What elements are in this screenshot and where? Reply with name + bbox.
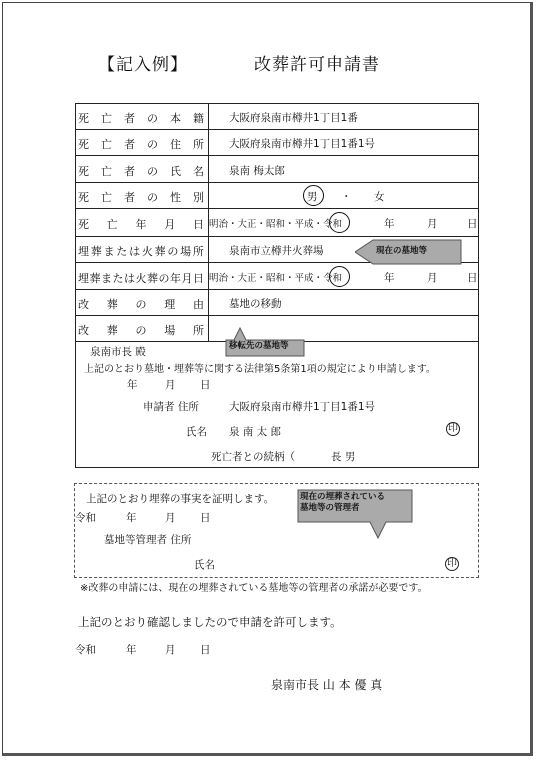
seal-mark: 印 <box>448 423 458 434</box>
applicant-address-label: 申請者 住所 <box>143 401 199 413</box>
cert-year: 年 <box>126 512 137 524</box>
app-day-label: 日 <box>200 379 211 391</box>
applicant-name-value[interactable]: 泉 南 太 郎 <box>229 426 282 438</box>
era-options[interactable]: 明治・大正・昭和・平成・令和 <box>209 219 343 230</box>
example-label: 【記入例】 <box>98 55 188 75</box>
row-label: 埋 葬 ま た は 火 葬 の 場 所 <box>78 245 204 258</box>
manager-address-label: 墓地等管理者 住所 <box>104 534 192 546</box>
cert-era: 令和 <box>75 512 96 524</box>
consent-note: ※改葬の申請には、現在の埋葬されている墓地等の管理者の承諾が必要です。 <box>80 583 428 594</box>
sex-separator: ・ <box>341 191 352 203</box>
row-death-date <box>76 209 478 237</box>
cert-month: 月 <box>165 512 176 524</box>
domicile-value[interactable]: 大阪府泉南市樽井1丁目1番 <box>229 112 358 124</box>
permit-year: 年 <box>126 644 137 656</box>
month-label: 月 <box>427 218 438 230</box>
burial-place-value[interactable]: 泉南市立樽井火葬場 <box>229 245 324 257</box>
manager-name-label: 氏名 <box>194 559 215 571</box>
day-label: 日 <box>467 218 478 230</box>
seal-mark: 印 <box>447 558 457 569</box>
sex-female-option[interactable]: 女 <box>374 191 385 203</box>
era-options[interactable]: 明治・大正・昭和・平成・令和 <box>209 273 343 284</box>
destination-grave-callout-text: 移転先の墓地等 <box>229 341 289 351</box>
app-year-label: 年 <box>127 379 138 391</box>
row-label: 埋 葬 ま た は 火 葬 の 年 月 日 <box>78 272 204 285</box>
cert-day: 日 <box>200 512 211 524</box>
row-sex <box>76 183 478 209</box>
year-label: 年 <box>384 218 395 230</box>
applicant-address-value[interactable]: 大阪府泉南市樽井1丁目1番1号 <box>229 401 376 413</box>
row-label: 改 葬 の 場 所 <box>78 324 204 337</box>
row-label: 死 亡 者 の 住 所 <box>78 138 204 151</box>
row-label: 死 亡 者 の 本 籍 <box>78 112 204 125</box>
certification-statement: 上記のとおり埋葬の事実を証明します。 <box>86 493 275 505</box>
row-address <box>76 130 478 156</box>
grave-manager-callout-text: 現在の埋葬されている 墓地等の管理者 <box>300 492 386 513</box>
relation-value[interactable]: 長 男 <box>331 451 356 463</box>
mayor-signature: 泉南市長 山 本 優 真 <box>271 678 383 692</box>
application-table <box>75 103 479 468</box>
row-label: 改 葬 の 理 由 <box>78 298 204 311</box>
addressee: 泉南市長 殿 <box>90 346 146 358</box>
day-label: 日 <box>467 272 478 284</box>
reason-value[interactable]: 墓地の移動 <box>229 298 282 310</box>
row-name <box>76 156 478 183</box>
row-domicile <box>76 104 478 130</box>
row-label: 死 亡 者 の 性 別 <box>78 191 204 204</box>
relation-label: 死亡者との続柄（ <box>211 451 295 463</box>
name-value[interactable]: 泉南 梅太郎 <box>229 165 285 177</box>
application-statement: 上記のとおり墓地・埋葬等に関する法律第5条第1項の規定により申請します。 <box>84 364 436 375</box>
row-reason <box>76 290 478 316</box>
row-label: 死 亡 年 月 日 <box>78 218 204 231</box>
applicant-name-label: 氏名 <box>186 426 207 438</box>
page-title: 改葬許可申請書 <box>254 55 380 75</box>
month-label: 月 <box>427 272 438 284</box>
permit-month: 月 <box>165 644 176 656</box>
year-label: 年 <box>384 272 395 284</box>
address-value[interactable]: 大阪府泉南市樽井1丁目1番1号 <box>229 138 376 150</box>
permit-era: 令和 <box>75 644 96 656</box>
current-grave-callout-text: 現在の墓地等 <box>376 246 428 256</box>
permission-statement: 上記のとおり確認しましたので申請を許可します。 <box>78 615 342 629</box>
sex-male-option[interactable]: 男 <box>307 191 318 203</box>
app-month-label: 月 <box>165 379 176 391</box>
selected-circle-mark <box>303 185 324 206</box>
selected-circle-mark <box>329 212 350 233</box>
selected-circle-mark <box>329 266 350 287</box>
row-label: 死 亡 者 の 氏 名 <box>78 165 204 178</box>
permit-day: 日 <box>200 644 211 656</box>
